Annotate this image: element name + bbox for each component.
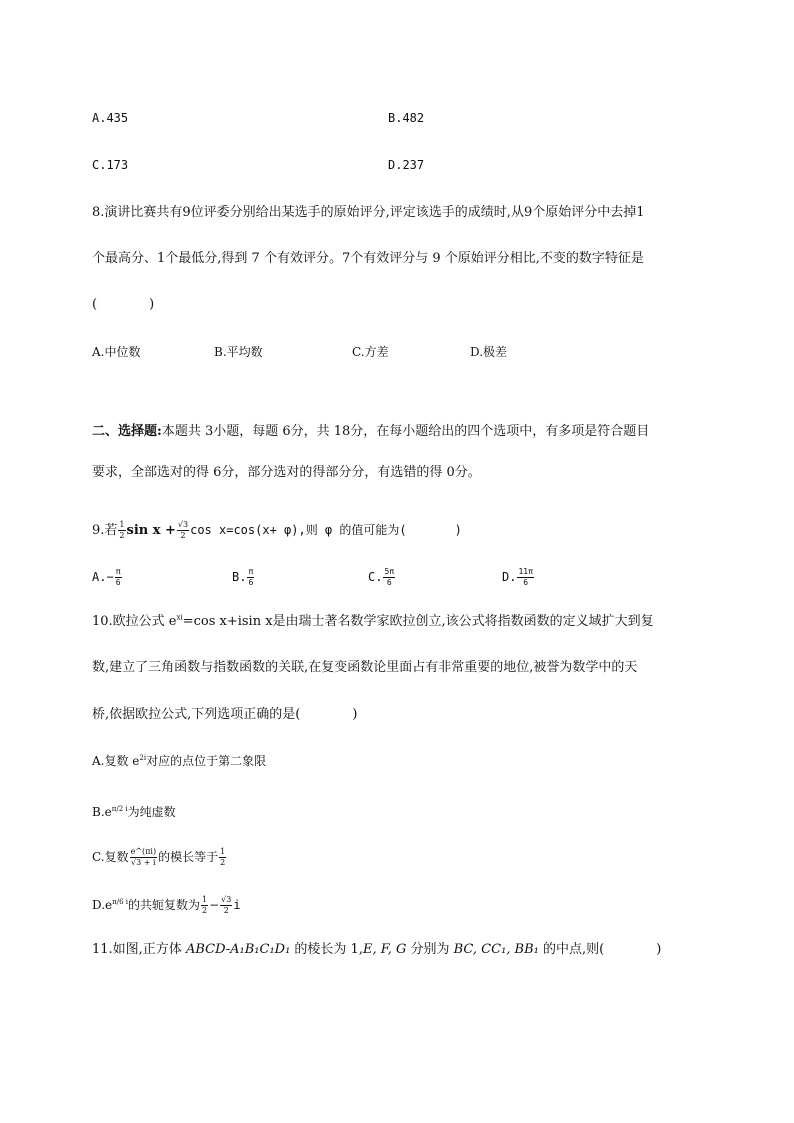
q9-sin-term: sin x + xyxy=(126,523,176,538)
q10-option-c-mid: 的模长等于 xyxy=(158,850,219,864)
q9-cos-term: cos x=cos(x+ φ),则 φ 的值可能为( ) xyxy=(190,523,462,537)
q11-cube: ABCD-A₁B₁C₁D₁ xyxy=(185,942,291,957)
q11-mid: 的棱长为 1, xyxy=(290,942,363,957)
q7-option-d: D.237 xyxy=(388,158,425,172)
q11-prefix: 11.如图,正方体 xyxy=(92,942,186,957)
q9-stem xyxy=(92,521,462,540)
q9-frac-root3-half: $\frac{√3}{2}$ xyxy=(177,520,189,540)
q10-option-d-i: i xyxy=(233,898,241,912)
q10-option-a xyxy=(92,755,266,767)
q8-option-a: A.中位数 xyxy=(92,345,141,359)
q9-prefix: 9.若 xyxy=(92,523,118,538)
q9-option-b-frac: $\frac{\pi}{6}$ xyxy=(248,567,254,587)
q11-stem xyxy=(92,943,661,956)
q10-option-d-mid: 的共轭复数为 xyxy=(128,898,201,912)
q10-option-b-tail: 为纯虚数 xyxy=(127,805,176,819)
q10-option-a-exp: 2i xyxy=(139,754,147,762)
q8-option-d: D.极差 xyxy=(470,345,508,359)
q10-option-c-expr: $\frac{e\^{}(\pi i)}{√3 + i}$ xyxy=(130,847,157,867)
q10-option-c-text: C.复数 xyxy=(92,850,129,864)
q9-option-c-frac: $\frac{5\pi}{6}$ xyxy=(384,567,395,587)
q11-points: E, F, G xyxy=(362,942,407,957)
section-2-intro-line-2: 要求，全部选对的得 6分，部分选对的得部分分，有选错的得 0分。 xyxy=(92,465,481,480)
q10-option-a-tail: 对应的点位于第二象限 xyxy=(146,754,267,768)
q8-line-3: ( ) xyxy=(92,297,155,312)
q9-frac-half: $\frac{1}{2}$ xyxy=(119,520,125,540)
q10-option-c-half: $\frac{1}{2}$ xyxy=(220,847,226,867)
q9-option-d: D. $\frac{11\pi}{6}$ xyxy=(502,567,533,587)
q10-line-1 xyxy=(92,615,654,628)
q9-option-d-frac: $\frac{11\pi}{6}$ xyxy=(518,567,533,587)
q9-option-a-frac: $\frac{\pi}{6}$ xyxy=(115,567,121,587)
q10-option-d xyxy=(92,896,241,915)
q10-option-b-text: B.e xyxy=(92,805,112,819)
q10-option-d-root3-half: $\frac{√3}{2}$ xyxy=(221,895,232,915)
q10-option-c xyxy=(92,848,227,867)
q7-option-b: B.482 xyxy=(388,111,425,125)
q11-suffix: 的中点,则( ) xyxy=(538,942,662,957)
q10-option-d-exp: π/6 i xyxy=(112,898,128,906)
q7-option-c: C.173 xyxy=(92,158,129,172)
q10-option-b xyxy=(92,806,176,818)
q10-text-b: =cos x+isin x是由瑞士著名数学家欧拉创立,该公式将指数函数的定义域扩大到复 xyxy=(182,614,654,629)
q10-option-b-exp: π/2 i xyxy=(111,805,128,813)
q10-line-3: 桥,依据欧拉公式,下列选项正确的是( ) xyxy=(92,707,358,722)
q10-option-a-text: A.复数 e xyxy=(92,754,140,768)
q8-line-1: 8.演讲比赛共有9位评委分别给出某选手的原始评分,评定该选手的成绩时,从9个原始评分中去掉1 xyxy=(92,205,645,220)
q10-option-d-half: $\frac{1}{2}$ xyxy=(202,895,208,915)
q9-option-a: A.− $\frac{\pi}{6}$ xyxy=(92,567,121,587)
section-2-intro-text: 本题共 3小题，每题 6分，共 18分，在每小题给出的四个选项中，有多项是符合题目 xyxy=(161,424,650,439)
q11-mid2: 分别为 xyxy=(406,942,454,957)
section-2-title: 二、选择题: xyxy=(92,424,162,439)
q10-text-a: 10.欧拉公式 e xyxy=(92,614,177,629)
section-2-intro-line-1 xyxy=(92,425,649,438)
q9-option-b: B. $\frac{\pi}{6}$ xyxy=(232,567,254,587)
q10-line-2: 数,建立了三角函数与指数函数的关联,在复变函数论里面占有非常重要的地位,被誉为数学中的天 xyxy=(92,660,638,675)
q10-option-d-minus: − xyxy=(209,898,220,912)
q10-option-d-text: D.e xyxy=(92,898,113,912)
q9-option-c: C. $\frac{5\pi}{6}$ xyxy=(368,567,395,587)
q8-option-c: C.方差 xyxy=(352,345,389,359)
q11-edges: BC, CC₁, BB₁ xyxy=(453,942,539,957)
q10-exp: xi xyxy=(176,613,183,622)
q7-option-a: A.435 xyxy=(92,111,129,125)
q8-option-b: B.平均数 xyxy=(214,345,263,359)
q8-line-2: 个最高分、1个最低分,得到 7 个有效评分。7个有效评分与 9 个原始评分相比,不变的数字特征是 xyxy=(92,251,644,266)
